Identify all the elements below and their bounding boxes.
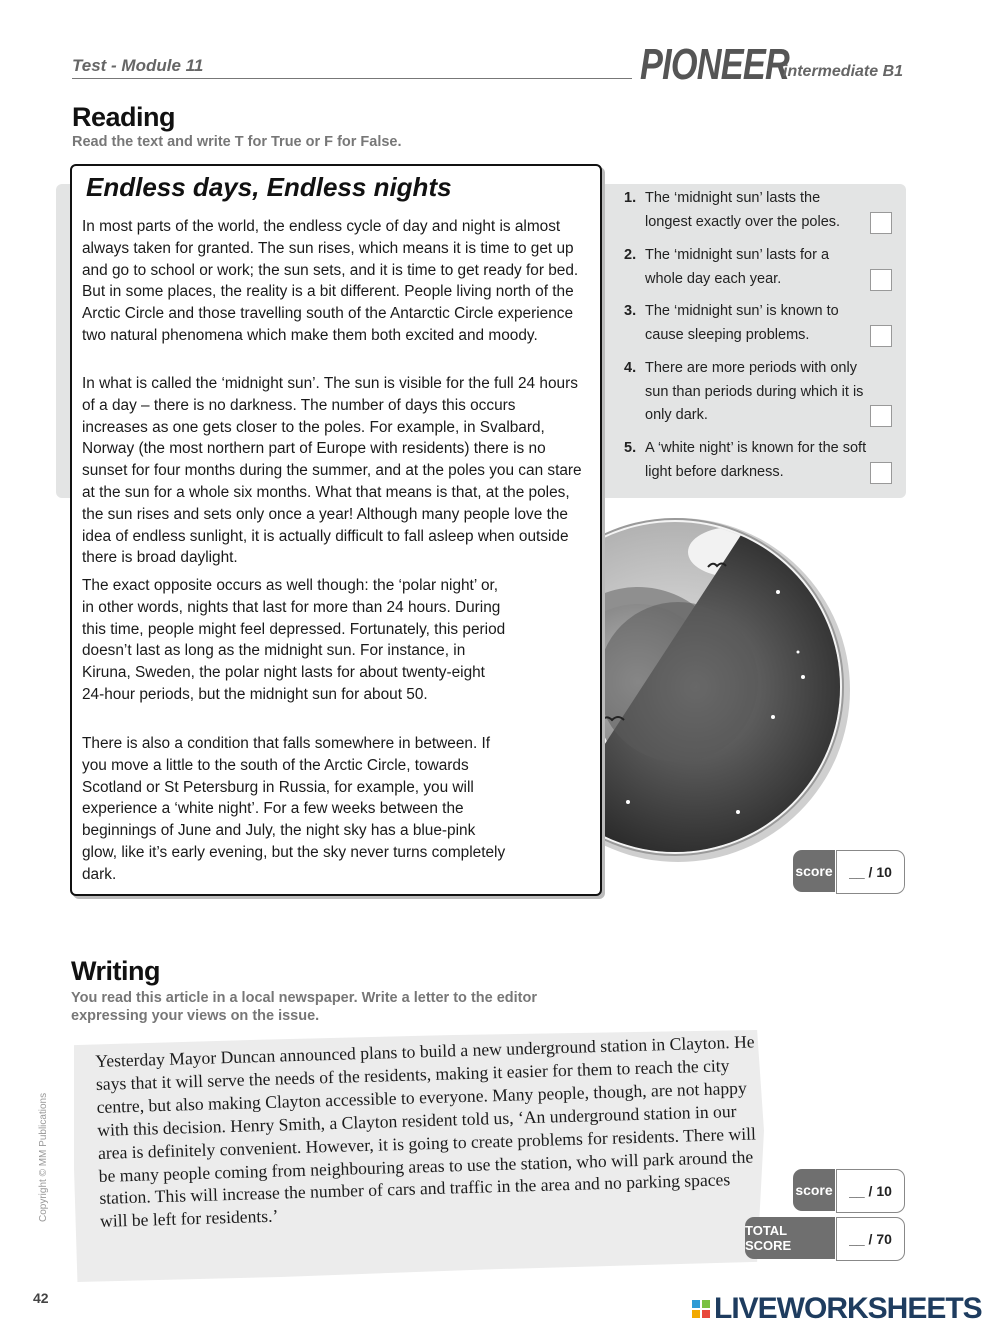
question-number: 2. xyxy=(624,247,637,263)
liveworksheets-logo-icon xyxy=(692,1300,710,1318)
writing-score-label: score xyxy=(793,1169,835,1211)
reading-instruction: Read the text and write T for True or F for False. xyxy=(72,134,402,150)
question-text: The ‘midnight sun’ is known to cause sleeping problems. xyxy=(645,303,839,343)
article-paragraph: The exact opposite occurs as well though: the ‘polar night’ or, in other words, nights that last for more than 24 hours. During this time, people might feel depressed. Fortunately, this period doesn’t last as long as the midnight sun. For instance, in Kiruna, Sweden, the polar night lasts for about twenty-eight 24-hour periods, but the midnight sun for about 50. xyxy=(82,577,506,703)
article-title: Endless days, Endless nights xyxy=(86,172,452,202)
reading-score-value: __ / 10 xyxy=(836,850,905,894)
article-paragraph: In what is called the ‘midnight sun’. The sun is visible for the full 24 hours of a day – there is no darkness. The number of days this occurs increases as one gets closer to the poles. For example, in Svalbard, Norway (the most northern part of Europe with residents) there is no sunset for four months during the summer, and at the poles you can stare at the sun for a whole six months. What that means is that, at the poles, the sun rises and sets only once a year! Although many people love the idea of endless sunlight, it is actually difficult to fall asleep when outside there is broad daylight. xyxy=(82,375,582,567)
question-text: There are more periods with only sun than periods during which it is only dark. xyxy=(645,360,864,423)
question-text: The ‘midnight sun’ lasts the longest exactly over the poles. xyxy=(645,190,841,230)
copyright-notice: Copyright © MM Publications xyxy=(38,1092,49,1222)
article-paragraph: In most parts of the world, the endless cycle of day and night is almost always taken for granted. The sun rises, which means it is time to get up and go to school or work; the sun sets, and it is time to get ready for bed. But in some places, the reality is a bit different. People living north of the Arctic Circle and those travelling south of the Antarctic Circle experience two natural phenomena which make them both excited and moody. xyxy=(82,218,579,344)
total-score-label: TOTAL SCORE xyxy=(745,1217,835,1259)
question-number: 4. xyxy=(624,360,637,376)
writing-instruction: You read this article in a local newspaper. Write a letter to the editor expressing your views on the issue. xyxy=(71,990,538,1024)
writing-title: Writing xyxy=(71,956,160,986)
module-label: Test - Module 11 xyxy=(72,56,204,75)
question-text: The ‘midnight sun’ lasts for a whole day each year. xyxy=(645,247,830,287)
header-divider xyxy=(72,78,632,79)
question-number: 5. xyxy=(624,440,637,456)
reading-title: Reading xyxy=(72,102,176,132)
total-score-value: __ / 70 xyxy=(836,1217,905,1261)
question-number: 1. xyxy=(624,190,637,206)
page-number: 42 xyxy=(33,1290,49,1306)
liveworksheets-wordmark: LIVEWORKSHEETS xyxy=(714,1292,982,1325)
answer-box-3[interactable] xyxy=(870,325,892,347)
answer-box-5[interactable] xyxy=(870,462,892,484)
newspaper-article-text: Yesterday Mayor Duncan announced plans to build a new underground station in Clayton. He says that it will serve the needs of the residents, making it easier for them to reach the city centre, but also making Clayton accessible to everyone. Many people, though, are not happy with this decision. Henry Smith, a Clayton resident told us, ‘An underground station in our area is definitely convenient. However, it is going to create problems for residents. There will be many people coming from neighbouring areas to use the station, who will park around the station. This will increase the number of cars and traffic in the area and no parking spaces will be left for residents.’ xyxy=(95,1031,757,1232)
writing-score-value: __ / 10 xyxy=(836,1169,905,1213)
liveworksheets-brand xyxy=(692,1292,982,1326)
level-label: intermediate B1 xyxy=(783,63,904,80)
answer-box-2[interactable] xyxy=(870,269,892,291)
answer-box-1[interactable] xyxy=(870,212,892,234)
article-paragraph: There is also a condition that falls somewhere in between. If you move a little to the south of the Arctic Circle, towards Scotland or St Petersburg in Russia, for example, you will experience a ‘white night’. For a few weeks between the beginnings of June and July, the night sky has a blue-pink glow, like it’s early evening, but the sky never turns completely dark. xyxy=(82,735,506,883)
brand-logo: PIONEER xyxy=(640,40,790,89)
answer-box-4[interactable] xyxy=(870,405,892,427)
question-text: A ‘white night’ is known for the soft light before darkness. xyxy=(645,440,867,480)
question-number: 3. xyxy=(624,303,637,319)
reading-score-label: score xyxy=(793,850,835,892)
